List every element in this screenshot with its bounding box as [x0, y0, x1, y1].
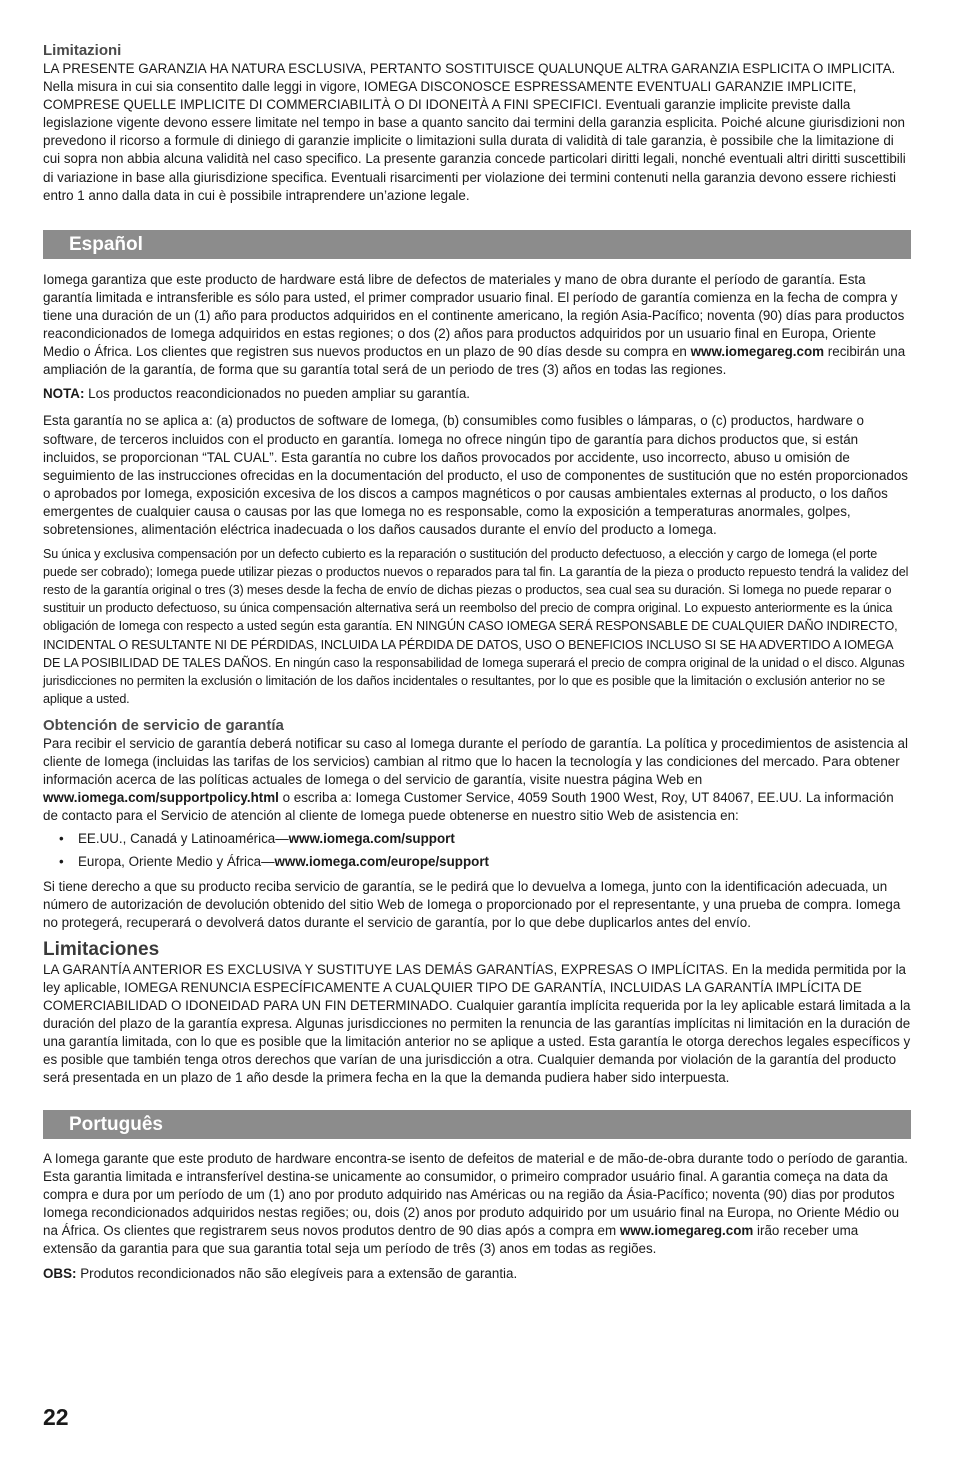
list-item	[43, 853, 911, 871]
pt-note-text: Produtos recondicionados não são elegíveis para a extensão de garantia.	[76, 1266, 518, 1282]
es-note	[43, 385, 911, 403]
bullet-icon: •	[59, 831, 64, 847]
es-remedy-paragraph: Su única y exclusiva compensación por un defecto cubierto es la reparación o sustitución del producto defectuoso, a elección y cargo de Iomega (el porte puede ser cobrado); Iomega puede utilizar piezas o productos nuevos o reparados para tal fin. La garantía de la pieza o producto repuesto tendrá la validez del resto de la garantía original o tres (3) meses desde la fecha de envío de dichas piezas o productos, sea cual sea su duración. Si Iomega no puede reparar o sustituir un producto defectuoso, su única compensación alternativa será un reembolso del precio de compra original. Lo expuesto anteriormente es la única obligación de Iomega con respecto a usted según esta garantía. EN NINGÚN CASO IOMEGA SERÁ RESPONSABLE DE CUALQUIER DAÑO INDIRECTO, INCIDENTAL O RESULTANTE NI DE PÉRDIDAS, INCLUIDA LA PÉRDIDA DE DATOS, USO O BENEFICIOS INCLUSO SI SE HA ADVERTIDO A IOMEGA DE LA POSIBILIDAD DE TALES DAÑOS. En ningún caso la responsabilidad de Iomega superará el precio de compra original de la unidad o el disco. Algunas jurisdicciones no permiten la exclusión o limitación de los daños incidentales o resultantes, por lo que es posible que la limitación o exclusión anterior no se aplique a usted.	[43, 547, 909, 706]
it-limits-heading: Limitazioni	[43, 42, 122, 59]
es-p4-text-end: o escriba a: Iomega Customer Service, 4059 South 1900 West, Roy, UT 84067, EE.UU. La información de contacto para el Servicio de atención al cliente de Iomega puede obtenerse en nuestro sitio Web de asistencia en:	[43, 790, 894, 824]
pt-p1-text: A Iomega garante que este produto de hardware encontra-se isento de defeitos de material e de mão-de-obra durante todo o período de garantia. Esta garantia limitada e intransferível destina-se unicamente ao consumidor, o primeiro comprador usuário final. A garantia começa na data da compra e dura por um período de um (1) ano por produto adquirido nas Américas ou na região da Ásia-Pacífico; noventa (90) dias por produtos Iomega recondicionados adquiridos nestas regiões; ou, dois (2) anos por produto adquirido por um usuário final na Europa, no Oriente Médio ou na África. Os clientes que registrarem seus novos produtos dentro de 90 dias após a compra em	[43, 1150, 909, 1238]
bullet-text: Europa, Oriente Medio y África—	[78, 854, 275, 870]
es-warranty-paragraph	[43, 271, 911, 380]
document-page	[43, 42, 911, 1283]
bullet-text: EE.UU., Canadá y Latinoamérica—	[78, 831, 289, 847]
pt-note-label: OBS:	[43, 1266, 77, 1282]
pt-p1-link[interactable]: www.iomegareg.com	[619, 1222, 754, 1238]
list-item	[43, 830, 911, 848]
section-band-portugues: Português	[43, 1110, 911, 1139]
bullet-icon: •	[59, 854, 64, 870]
es-p1-text: Iomega garantiza que este producto de hardware está libre de defectos de materiales y mano de obra durante el período de garantía. Esta garantía limitada e intransferible es sólo para usted, el primer comprador usuario final. El período de garantía comienza en la fecha de compra y tiene una duración de un (1) año para productos adquiridos en el continente americano, la región Asia-Pacífico; noventa (90) días para productos reacondicionados de Iomega adquiridos en estas regiones; o dos (2) años para productos adquiridos por un usuario final en Europa, Oriente Medio o África. Los clientes que registren sus nuevos productos en un plazo de 90 días desde su compra en	[43, 271, 905, 360]
es-note-label: NOTA:	[43, 386, 85, 402]
support-link[interactable]: www.iomega.com/europe/support	[274, 854, 490, 870]
es-note-text: Los productos reacondicionados no pueden ampliar su garantía.	[84, 386, 471, 402]
it-limits-body: LA PRESENTE GARANZIA HA NATURA ESCLUSIVA, PERTANTO SOSTITUISCE QUALUNQUE ALTRA GARANZIA ESPLICITA O IMPLICITA. Nella misura in cui sia consentito dalle leggi in vigore, IOMEGA DISCONOSCE ESPRESSAMENTE EVENTUALI GARANZIE IMPLICITE, COMPRESE QUELLE IMPLICITE DI COMMERCIABILITÀ O DI IDONEITÀ A FINI SPECIFICI. Eventuali garanzie implicite previste dalla legislazione vigente devono essere limitate nel tempo in base a quanto sancito dai termini della garanzia esplicita. Poiché alcune giurisdizioni non prevedono il ricorso a formule di diniego di garanzie implicite o limitazioni sulla durata di validità di tale garanzia, è possibile che la limitazione di cui sopra non abbia alcuna validità nel caso specifico. La presente garanzia concede particolari diritti legali, nonché eventuali altri diritti suscettibili di variazione in base alla giurisdizione specifica. Eventuali risarcimenti per violazione dei termini contenuti nella garanzia devono essere richiesti entro 1 anno dalla data in cui è possibile intraprendere un’azione legale.	[43, 61, 906, 203]
es-limits-heading: Limitaciones	[43, 938, 160, 960]
es-exclusions-paragraph: Esta garantía no se aplica a: (a) productos de software de Iomega, (b) consumibles como fusibles o lámparas, o (c) productos, hardware o software, de terceros incluidos con el producto en garantía. Iomega no ofrece ningún tipo de garantía para dichos productos que, si están incluidos, se proporcionan “TAL CUAL”. Esta garantía no cubre los daños provocados por accidente, uso incorrecto, abuso u omisión de seguimiento de las instrucciones ofrecidas en la documentación del producto, el uso de componentes de sustitución que no estén proporcionados o aprobados por Iomega, exposición excesiva de los discos a campos magnéticos o por causas ambientales externas al producto, o los daños emergentes de cualquier causa o causas por las que Iomega no es responsable, como la exposición a temperaturas anormales, golpes, sobretensiones, alimentación eléctrica inadecuada o los daños causados durante el envío del producto a Iomega.	[43, 413, 908, 537]
es-p1-link[interactable]: www.iomegareg.com	[690, 344, 825, 360]
es-return-paragraph: Si tiene derecho a que su producto reciba servicio de garantía, se le pedirá que lo devuelva a Iomega, junto con la identificación adecuada, un número de autorización de devolución obtenido del sitio Web de Iomega o proporcionado por el representante, y una prueba de compra. Iomega no protegerá, recuperará o devolverá datos durante el servicio de garantía, por lo que debe duplicarlos antes del envío.	[43, 878, 901, 930]
es-support-policy-link[interactable]: www.iomega.com/supportpolicy.html	[43, 790, 279, 806]
es-service-paragraph	[43, 735, 911, 825]
pt-p1-text-end: irão receber uma extensão da garantia para que sua garantia total seja um período de três (3) anos em todas as regiões.	[43, 1222, 859, 1256]
es-limits-paragraph: LA GARANTÍA ANTERIOR ES EXCLUSIVA Y SUSTITUYE LAS DEMÁS GARANTÍAS, EXPRESAS O IMPLÍCITAS. En la medida permitida por la ley aplicable, IOMEGA RENUNCIA ESPECÍFICAMENTE A CUALQUIER TIPO DE GARANTÍA, INCLUIDAS LA GARANTÍA IMPLÍCITA DE COMERCIABILIDAD O IDONEIDAD PARA UN FIN DETERMINADO. Cualquier garantía implícita requerida por la ley aplicable estará limitada a la duración del plazo de la garantía expresa. Algunas jurisdicciones no permiten la renuncia de las garantías implícitas ni limitación en la duración de una garantía limitada, con lo que es posible que la limitación anterior no se aplique a usted. Esta garantía le otorga derechos legales específicos y es posible que también tenga otros derechos que varían de una jurisdicción a otra. Cualquier demanda por violación de la garantía del producto será presentada en un plazo de 1 año desde la primera fecha en la que la demanda pudiera haber sido interpuesta.	[43, 961, 911, 1086]
es-p1-text-end: recibirán una ampliación de la garantía, de forma que su garantía total será de un periodo de tres (3) años en todas las regiones.	[43, 344, 906, 378]
pt-note	[43, 1265, 911, 1283]
pt-warranty-paragraph	[43, 1150, 911, 1259]
es-service-heading: Obtención de servicio de garantía	[43, 716, 284, 734]
section-band-espanol: Español	[43, 230, 911, 259]
es-p4-text: Para recibir el servicio de garantía deberá notificar su caso al Iomega durante el período de garantía. La política y procedimientos de asistencia al cliente de Iomega (incluidas las tarifas de los servicios) cambian al ritmo que lo hacen la tecnología y las condiciones del mercado. Para obtener información acerca de las políticas actuales de Iomega o del servicio de garantía, visite nuestra página Web en	[43, 735, 908, 788]
page-number: 22	[43, 1404, 69, 1430]
es-support-list	[43, 830, 911, 871]
support-link[interactable]: www.iomega.com/support	[288, 831, 455, 847]
